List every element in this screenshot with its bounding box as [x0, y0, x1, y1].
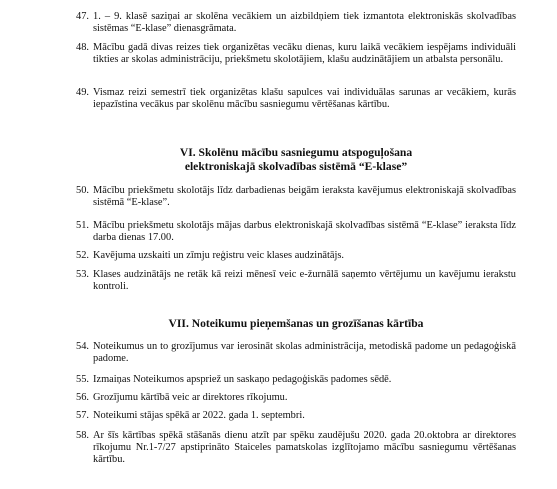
item-text: Ar šīs kārtības spēkā stāšanās dienu atzīt par spēku zaudējušu 2020. gada 20.oktobra ar direktores rīkojumu Nr.1-7/27 apstiprināto Staiceles pamatskolas izglītojamo mācību sasniegumu vērtēšanas kārtību.: [93, 430, 516, 466]
item-number: 56.: [76, 392, 89, 403]
item-number: 50.: [76, 185, 89, 196]
item-number: 57.: [76, 410, 89, 421]
item-text: Klases audzinātājs ne retāk kā reizi mēnesī veic e-žurnālā saņemto vērtējumu un kavējumu ierakstu kontroli.: [93, 269, 516, 293]
section-heading-vii: [76, 317, 516, 331]
item-number: 49.: [76, 87, 89, 98]
list-item-47: [76, 11, 516, 35]
list-item-58: [76, 430, 516, 467]
section-heading-vi: [76, 146, 516, 174]
list-item-57: [76, 410, 516, 422]
list-item-53: [76, 269, 516, 293]
item-number: 58.: [76, 430, 89, 441]
item-number: 47.: [76, 11, 89, 22]
item-number: 48.: [76, 42, 89, 53]
item-text: Mācību priekšmetu skolotājs līdz darbadienas beigām ieraksta kavējumus elektroniskajā skolvadības sistēmā “E-klase”.: [93, 185, 516, 209]
list-item-56: [76, 392, 516, 404]
item-number: 54.: [76, 341, 89, 352]
item-number: 52.: [76, 250, 89, 261]
list-item-49: [76, 87, 516, 111]
item-text: Izmaiņas Noteikumos apspriež un saskaņo pedagoģiskās padomes sēdē.: [93, 374, 392, 385]
section-heading-line: elektroniskajā skolvadības sistēmā “E-klase”: [184, 160, 408, 173]
item-text: Mācību gadā divas reizes tiek organizētas vecāku dienas, kuru laikā vecākiem iespējams individuāli tikties ar skolas administrāciju, priekšmetu skolotājiem, klašu audzinātājiem un atbalsta personālu.: [93, 42, 516, 66]
item-text: Noteikumus un to grozījumus var ierosināt skolas administrācija, metodiskā padome un pedagoģiskā padome.: [93, 341, 516, 365]
item-text: Mācību priekšmetu skolotājs mājas darbus elektroniskajā skolvadības sistēmā “E-klase” ieraksta līdz darba dienas 17.00.: [93, 220, 516, 244]
list-item-52: [76, 250, 516, 262]
item-text: Kavējuma uzskaiti un zīmju reģistru veic klases audzinātājs.: [93, 250, 345, 261]
item-number: 55.: [76, 374, 89, 385]
list-item-48: [76, 42, 516, 66]
item-text: 1. – 9. klasē saziņai ar skolēna vecākiem un aizbildņiem tiek izmantota elektroniskās skolvadības sistēmas “E-klase” dienasgrāmata.: [93, 11, 516, 35]
list-item-50: [76, 185, 516, 209]
item-number: 51.: [76, 220, 89, 231]
item-text: Vismaz reizi semestrī tiek organizētas klašu sapulces vai individuālas sarunas ar vecākiem, kurās iepazīstina vecākus par skolēnu mācību sasniegumu vērtēšanas kārtību.: [93, 87, 516, 111]
section-heading-line: VI. Skolēnu mācību sasniegumu atspoguļošana: [179, 146, 413, 159]
list-item-54: [76, 341, 516, 365]
item-text: Grozījumu kārtībā veic ar direktores rīkojumu.: [93, 392, 288, 403]
item-number: 53.: [76, 269, 89, 280]
list-item-55: [76, 374, 516, 386]
list-item-51: [76, 220, 516, 244]
section-heading-line: VII. Noteikumu pieņemšanas un grozīšanas kārtība: [168, 317, 424, 330]
item-text: Noteikumi stājas spēkā ar 2022. gada 1. septembri.: [93, 410, 305, 421]
